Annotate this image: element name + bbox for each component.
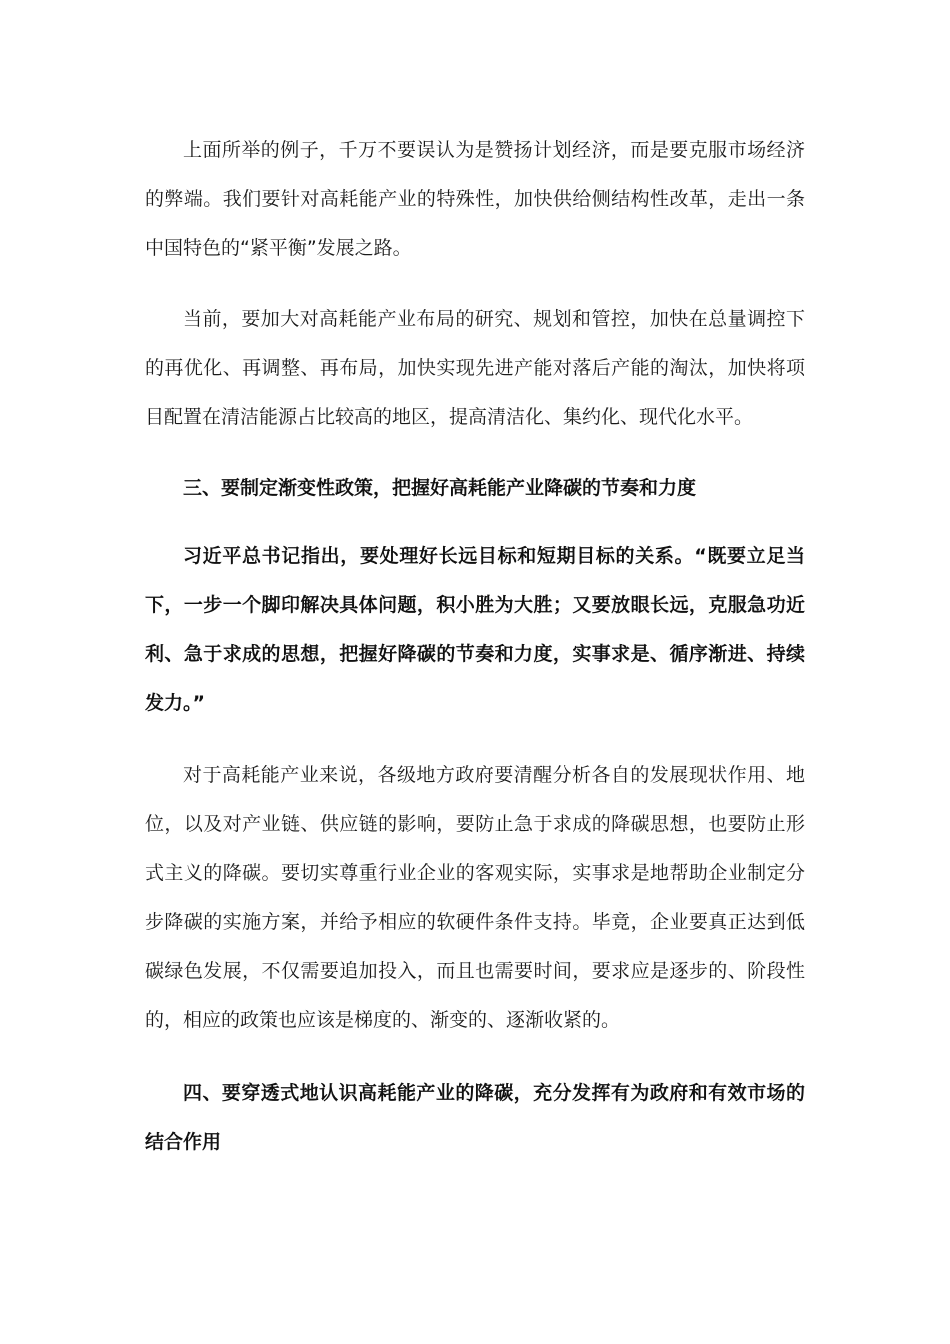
body-paragraph: 当前，要加大对高耗能产业布局的研究、规划和管控，加快在总量调控下的再优化、再调整、再布局，加快实现先进产能对落后产能的淘汰，加快将项目配置在清洁能源占比较高的地区，提高清洁化、集约化、现代化水平。	[145, 308, 805, 428]
quote-paragraph: 习近平总书记指出，要处理好长远目标和短期目标的关系。“既要立足当下，一步一个脚印解决具体问题，积小胜为大胜；又要放眼长远，克服急功近利、急于求成的思想，把握好降碳的节奏和力度，实事求是、循序渐进、持续发力。”	[145, 545, 805, 714]
section-heading: 三、要制定渐变性政策，把握好高耗能产业降碳的节奏和力度	[183, 477, 697, 499]
body-paragraph: 对于高耗能产业来说，各级地方政府要清醒分析各自的发展现状作用、地位，以及对产业链、供应链的影响，要防止急于求成的降碳思想，也要防止形式主义的降碳。要切实尊重行业企业的客观实际，实事求是地帮助企业制定分步降碳的实施方案，并给予相应的软硬件条件支持。毕竟，企业要真正达到低碳绿色发展，不仅需要追加投入，而且也需要时间，要求应是逐步的、阶段性的，相应的政策也应该是梯度的、渐变的、逐渐收紧的。	[145, 764, 805, 1031]
body-paragraph: 上面所举的例子，千万不要误认为是赞扬计划经济，而是要克服市场经济的弊端。我们要针对高耗能产业的特殊性，加快供给侧结构性改革，走出一条中国特色的“紧平衡”发展之路。	[145, 139, 805, 259]
section-heading: 四、要穿透式地认识高耗能产业的降碳，充分发挥有为政府和有效市场的结合作用	[145, 1082, 805, 1153]
